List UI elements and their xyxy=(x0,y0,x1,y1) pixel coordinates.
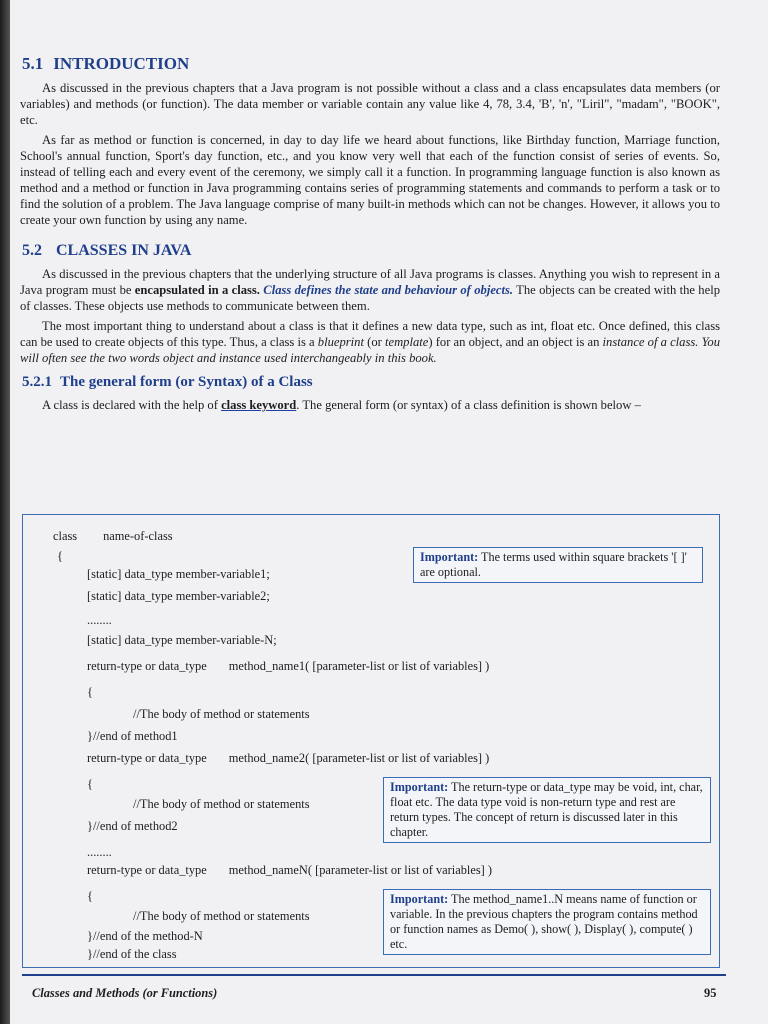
code-line: { xyxy=(57,549,63,563)
code-text: return-type or data_type xyxy=(87,863,207,877)
code-line: //The body of method or statements xyxy=(133,797,310,811)
section-number: 5.2.1 xyxy=(22,374,52,390)
text-run: ) for an object, and an object is an xyxy=(428,335,603,349)
section-number: 5.1 xyxy=(22,54,44,73)
code-text: return-type or data_type xyxy=(87,751,207,765)
section-heading-5-2-1 xyxy=(22,374,720,391)
code-line: }//end of method2 xyxy=(87,819,178,833)
note-box-method-name xyxy=(383,889,711,955)
code-text: return-type or data_type xyxy=(87,659,207,673)
note-box-optional-brackets xyxy=(413,547,703,583)
code-line: [static] data_type member-variable-N; xyxy=(87,633,277,647)
section-title: The general form (or Syntax) of a Class xyxy=(60,374,313,390)
italic-text: instance of a class xyxy=(602,335,696,349)
classes-paragraph-1 xyxy=(20,266,720,314)
page-content xyxy=(20,54,720,417)
code-line: }//end of method1 xyxy=(87,729,178,743)
code-line: ........ xyxy=(87,845,112,859)
note-text: The method_name1..N means name of function or variable. In the previous chapters the program contains method or function names as Demo( ), show( ), Display( ), compute( ) etc. xyxy=(390,892,698,951)
code-line: [static] data_type member-variable1; xyxy=(87,567,270,581)
note-label: Important: xyxy=(420,550,479,564)
code-line: }//end of the method-N xyxy=(87,929,203,943)
note-text: The return-type or data_type may be void, int, char, float etc. The data type void is non-return type and rest are return types. The concept of return is discussed later in this chapter. xyxy=(390,780,703,839)
code-line xyxy=(87,659,489,674)
code-line: [static] data_type member-variable2; xyxy=(87,589,270,603)
code-line: { xyxy=(87,777,93,791)
section-number: 5.2 xyxy=(22,242,42,259)
code-line: }//end of the class xyxy=(87,947,177,961)
footer-chapter-title: Classes and Methods (or Functions) xyxy=(32,986,218,1000)
note-text: The terms used within square brackets '[ ]' are optional. xyxy=(420,550,687,579)
page-number: 95 xyxy=(704,986,717,1000)
section-title: CLASSES IN JAVA xyxy=(56,242,192,259)
code-line xyxy=(87,863,492,878)
bold-text: encapsulated in a class. xyxy=(134,283,260,297)
text-run: . The general form (or syntax) of a class definition is shown below – xyxy=(296,398,641,412)
code-text: method_name2( [parameter-list or list of variables] ) xyxy=(228,751,490,765)
bold-italic-text: Class defines the state and behaviour of objects. xyxy=(259,283,514,297)
footer-rule xyxy=(22,974,726,976)
syntax-paragraph xyxy=(20,397,720,413)
code-line: ........ xyxy=(87,613,112,627)
text-run: (or xyxy=(363,335,385,349)
code-line xyxy=(87,751,489,766)
text-run: As discussed in the previous chapters that the underlying structure of all Java programs is classes. Anything you wish to represent in a Java program must be xyxy=(20,267,720,297)
note-label: Important: xyxy=(390,780,449,794)
book-page xyxy=(10,0,768,1024)
section-heading-5-2 xyxy=(22,242,720,260)
code-text: name-of-class xyxy=(103,529,173,543)
section-heading-5-1 xyxy=(22,54,720,74)
bold-text: class keyword xyxy=(221,398,297,412)
text-run: The most important thing to understand about a class is that it defines a new data type, such as int, float etc. Once defined, this class can be used to create objects of this type. Thus, a class is a xyxy=(20,319,720,349)
italic-text: blueprint xyxy=(317,335,364,349)
syntax-box xyxy=(22,514,720,968)
text-run: The objects can be created with the help of classes. These objects use methods to communicate between them. xyxy=(20,283,720,313)
italic-text: template xyxy=(384,335,429,349)
italic-text: . You will often see the two words object and instance used interchangeably in this book. xyxy=(20,335,721,365)
text-run: A class is declared with the help of xyxy=(42,398,222,412)
code-line: //The body of method or statements xyxy=(133,707,310,721)
intro-paragraph-1: As discussed in the previous chapters that a Java program is not possible without a class and a class encapsulates data members (or variables) and methods (or function). The data member or variable contain any value like 4, 78, 3.4, 'B', 'n', "Liril", "madam", "BOOK", etc. xyxy=(20,81,720,127)
intro-paragraph-2: As far as method or function is concerned, in day to day life we heard about functions, like Birthday function, Marriage function, School's annual function, Sport's day function, etc., and you know very well that each of the function consist of series of events. So, instead of telling each and every event of the ceremony, we simply call it a function. In programming language function is also known as method and a method or function in Java programming contains series of programming statements and commands to perform a task or to find the solution of a problem. The Java language comprise of many built-in methods which can not be changes. However, it allows you to create your own function by using any name. xyxy=(20,133,720,227)
section-title: INTRODUCTION xyxy=(53,54,190,73)
code-line: { xyxy=(87,685,93,699)
code-text: method_name1( [parameter-list or list of variables] ) xyxy=(228,659,490,673)
code-text: method_nameN( [parameter-list or list of variables] ) xyxy=(228,863,493,877)
classes-paragraph-2 xyxy=(20,318,720,366)
code-line xyxy=(53,529,173,544)
note-box-return-type xyxy=(383,777,711,843)
code-line: //The body of method or statements xyxy=(133,909,310,923)
note-label: Important: xyxy=(390,892,449,906)
code-keyword: class xyxy=(53,529,78,543)
code-line: { xyxy=(87,889,93,903)
